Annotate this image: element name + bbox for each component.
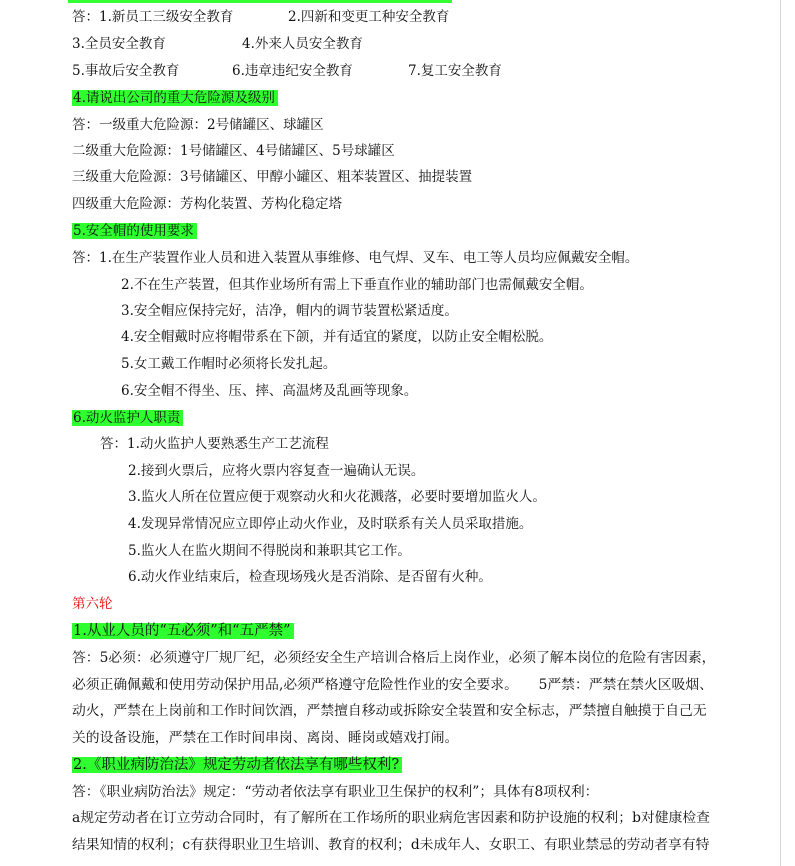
section-heading: 第六轮 bbox=[72, 596, 113, 612]
answer-line: 动火，严禁在上岗前和工作时间饮酒，严禁擅自移动或拆除安全装置和安全标志，严禁擅自触摸于自己无 bbox=[72, 703, 707, 719]
answer-line: 结果知情的权利；c有获得职业卫生培训、教育的权利；d未成年人、女职工、有职业禁忌的劳动者享有特 bbox=[72, 837, 710, 853]
question-heading bbox=[72, 220, 197, 242]
answer-line: 答：1.动火监护人要熟悉生产工艺流程 bbox=[100, 436, 329, 452]
answer-line: 必须正确佩戴和使用劳动保护用品,必须严格遵守危险性作业的安全要求。 5严禁：严禁在禁火区吸烟、 bbox=[72, 677, 713, 693]
answer-line: 答：一级重大危险源：2号储罐区、球罐区 bbox=[72, 117, 324, 133]
question-title: 5.安全帽的使用要求 bbox=[72, 223, 197, 239]
previous-highlight-remnant bbox=[68, 0, 452, 3]
question-heading bbox=[72, 407, 183, 429]
answer-item: 答：1.新员工三级安全教育 bbox=[72, 9, 234, 25]
question-heading bbox=[72, 620, 294, 642]
list-item: 3.安全帽应保持完好，洁净，帽内的调节装置松紧适度。 bbox=[121, 303, 458, 319]
answer-item: 7.复工安全教育 bbox=[408, 63, 502, 79]
answer-line: 答：5必须：必须遵守厂规厂纪，必须经安全生产培训合格后上岗作业，必须了解本岗位的危险有害因素， bbox=[72, 650, 716, 666]
answer-item: 3.全员安全教育 bbox=[72, 36, 166, 52]
answer-line: 四级重大危险源：芳构化装置、芳构化稳定塔 bbox=[72, 196, 342, 212]
list-item: 3.监火人所在位置应便于观察动火和火花溅落，必要时要增加监火人。 bbox=[128, 489, 546, 505]
question-title: 6.动火监护人职责 bbox=[72, 410, 183, 426]
answer-line: a规定劳动者在订立劳动合同时，有了解所在工作场所的职业病危害因素和防护设施的权利；b对健康检查 bbox=[72, 810, 710, 826]
list-item: 2.不在生产装置，但其作业场所有需上下垂直作业的辅助部门也需佩戴安全帽。 bbox=[121, 277, 593, 293]
question-title: 4.请说出公司的重大危险源及级别 bbox=[72, 90, 278, 106]
answer-line: 关的设备设施，严禁在工作时间串岗、离岗、睡岗或嬉戏打闹。 bbox=[72, 730, 459, 746]
answer-line: 二级重大危险源：1号储罐区、4号储罐区、5号球罐区 bbox=[72, 143, 395, 159]
question-heading bbox=[72, 87, 278, 109]
list-item: 6.动火作业结束后，检查现场残火是否消除、是否留有火种。 bbox=[128, 569, 492, 585]
question-title: 2.《职业病防治法》规定劳动者依法享有哪些权利? bbox=[72, 757, 402, 773]
answer-item: 2.四新和变更工种安全教育 bbox=[288, 9, 450, 25]
answer-line: 答：《职业病防治法》规定：“劳动者依法享有职业卫生保护的权利”；具体有8项权利： bbox=[72, 784, 599, 800]
list-item: 4.安全帽戴时应将帽带系在下颌，并有适宜的紧度，以防止安全帽松脱。 bbox=[121, 329, 553, 345]
list-item: 5.女工戴工作帽时必须将长发扎起。 bbox=[121, 356, 337, 372]
list-item: 2.接到火票后，应将火票内容复查一遍确认无误。 bbox=[128, 463, 425, 479]
list-item: 6.安全帽不得坐、压、摔、高温烤及乱画等现象。 bbox=[121, 383, 418, 399]
answer-item: 6.违章违纪安全教育 bbox=[232, 63, 353, 79]
question-heading bbox=[72, 754, 402, 776]
list-item: 4.发现异常情况应立即停止动火作业，及时联系有关人员采取措施。 bbox=[128, 516, 533, 532]
list-item: 5.监火人在监火期间不得脱岗和兼职其它工作。 bbox=[128, 543, 411, 559]
answer-line: 答：1.在生产装置作业人员和进入装置从事维修、电气焊、叉车、电工等人员均应佩戴安全帽。 bbox=[72, 250, 639, 266]
answer-item: 4.外来人员安全教育 bbox=[242, 36, 363, 52]
question-title: 1.从业人员的“五必须”和“五严禁” bbox=[72, 623, 294, 639]
answer-item: 5.事故后安全教育 bbox=[72, 63, 180, 79]
answer-line: 三级重大危险源：3号储罐区、甲醇小罐区、粗苯装置区、抽提装置 bbox=[72, 169, 473, 185]
page-edge bbox=[780, 0, 781, 866]
